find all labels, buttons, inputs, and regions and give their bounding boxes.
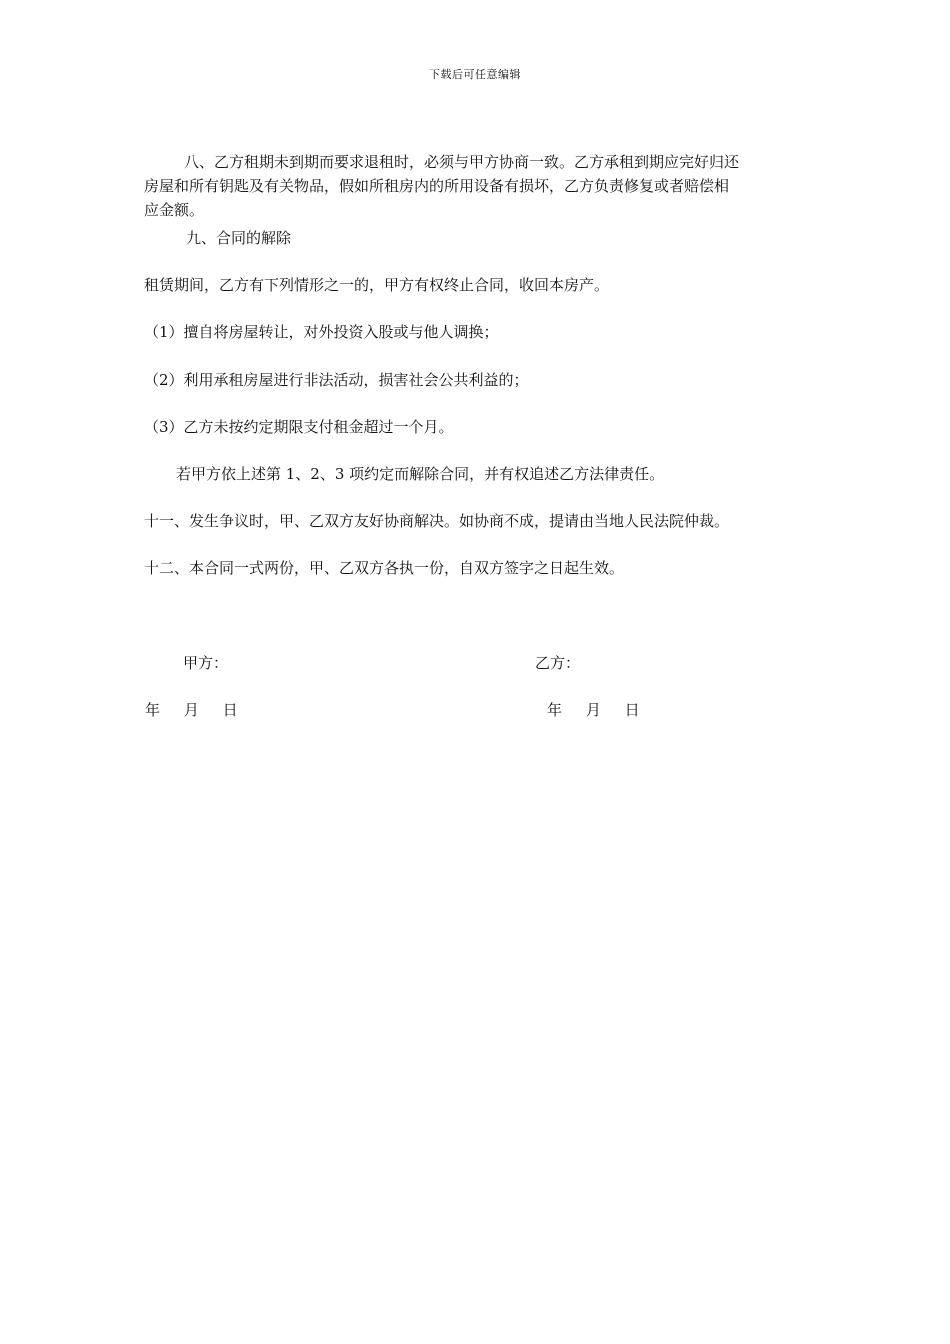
party-b-label: 乙方： [535, 654, 581, 672]
clause-9-note: 若甲方依上述第 1、2、3 项约定而解除合同，并有权追述乙方法律责任。 [176, 465, 665, 483]
clause-9-item-1: （1）擅自将房屋转让，对外投资入股或与他人调换； [144, 323, 499, 341]
party-b-date: 年 月 日 [547, 701, 640, 719]
page-header-note: 下载后可任意编辑 [429, 68, 521, 81]
party-a-label: 甲方： [183, 654, 229, 672]
clause-11: 十一、发生争议时，甲、乙双方友好协商解决。如协商不成，提请由当地人民法院仲裁。 [144, 512, 730, 530]
clause-12: 十二、本合同一式两份，甲、乙双方各执一份，自双方签字之日起生效。 [144, 559, 625, 577]
clause-8-line-3: 应金额。 [144, 201, 205, 219]
clause-9-intro: 租赁期间，乙方有下列情形之一的，甲方有权终止合同，收回本房产。 [144, 276, 610, 294]
party-a-date: 年 月 日 [145, 701, 238, 719]
clause-8-line-1: 八、乙方租期未到期而要求退租时，必须与甲方协商一致。乙方承租到期应完好归还 [184, 153, 740, 171]
clause-9-title: 九、合同的解除 [186, 229, 292, 247]
clause-8-line-2: 房屋和所有钥匙及有关物品，假如所租房内的所用设备有损坏，乙方负责修复或者赔偿相 [144, 177, 730, 195]
clause-9-item-2: （2）利用承租房屋进行非法活动，损害社会公共利益的； [144, 371, 529, 389]
clause-9-item-3: （3）乙方未按约定期限支付租金超过一个月。 [144, 418, 454, 436]
